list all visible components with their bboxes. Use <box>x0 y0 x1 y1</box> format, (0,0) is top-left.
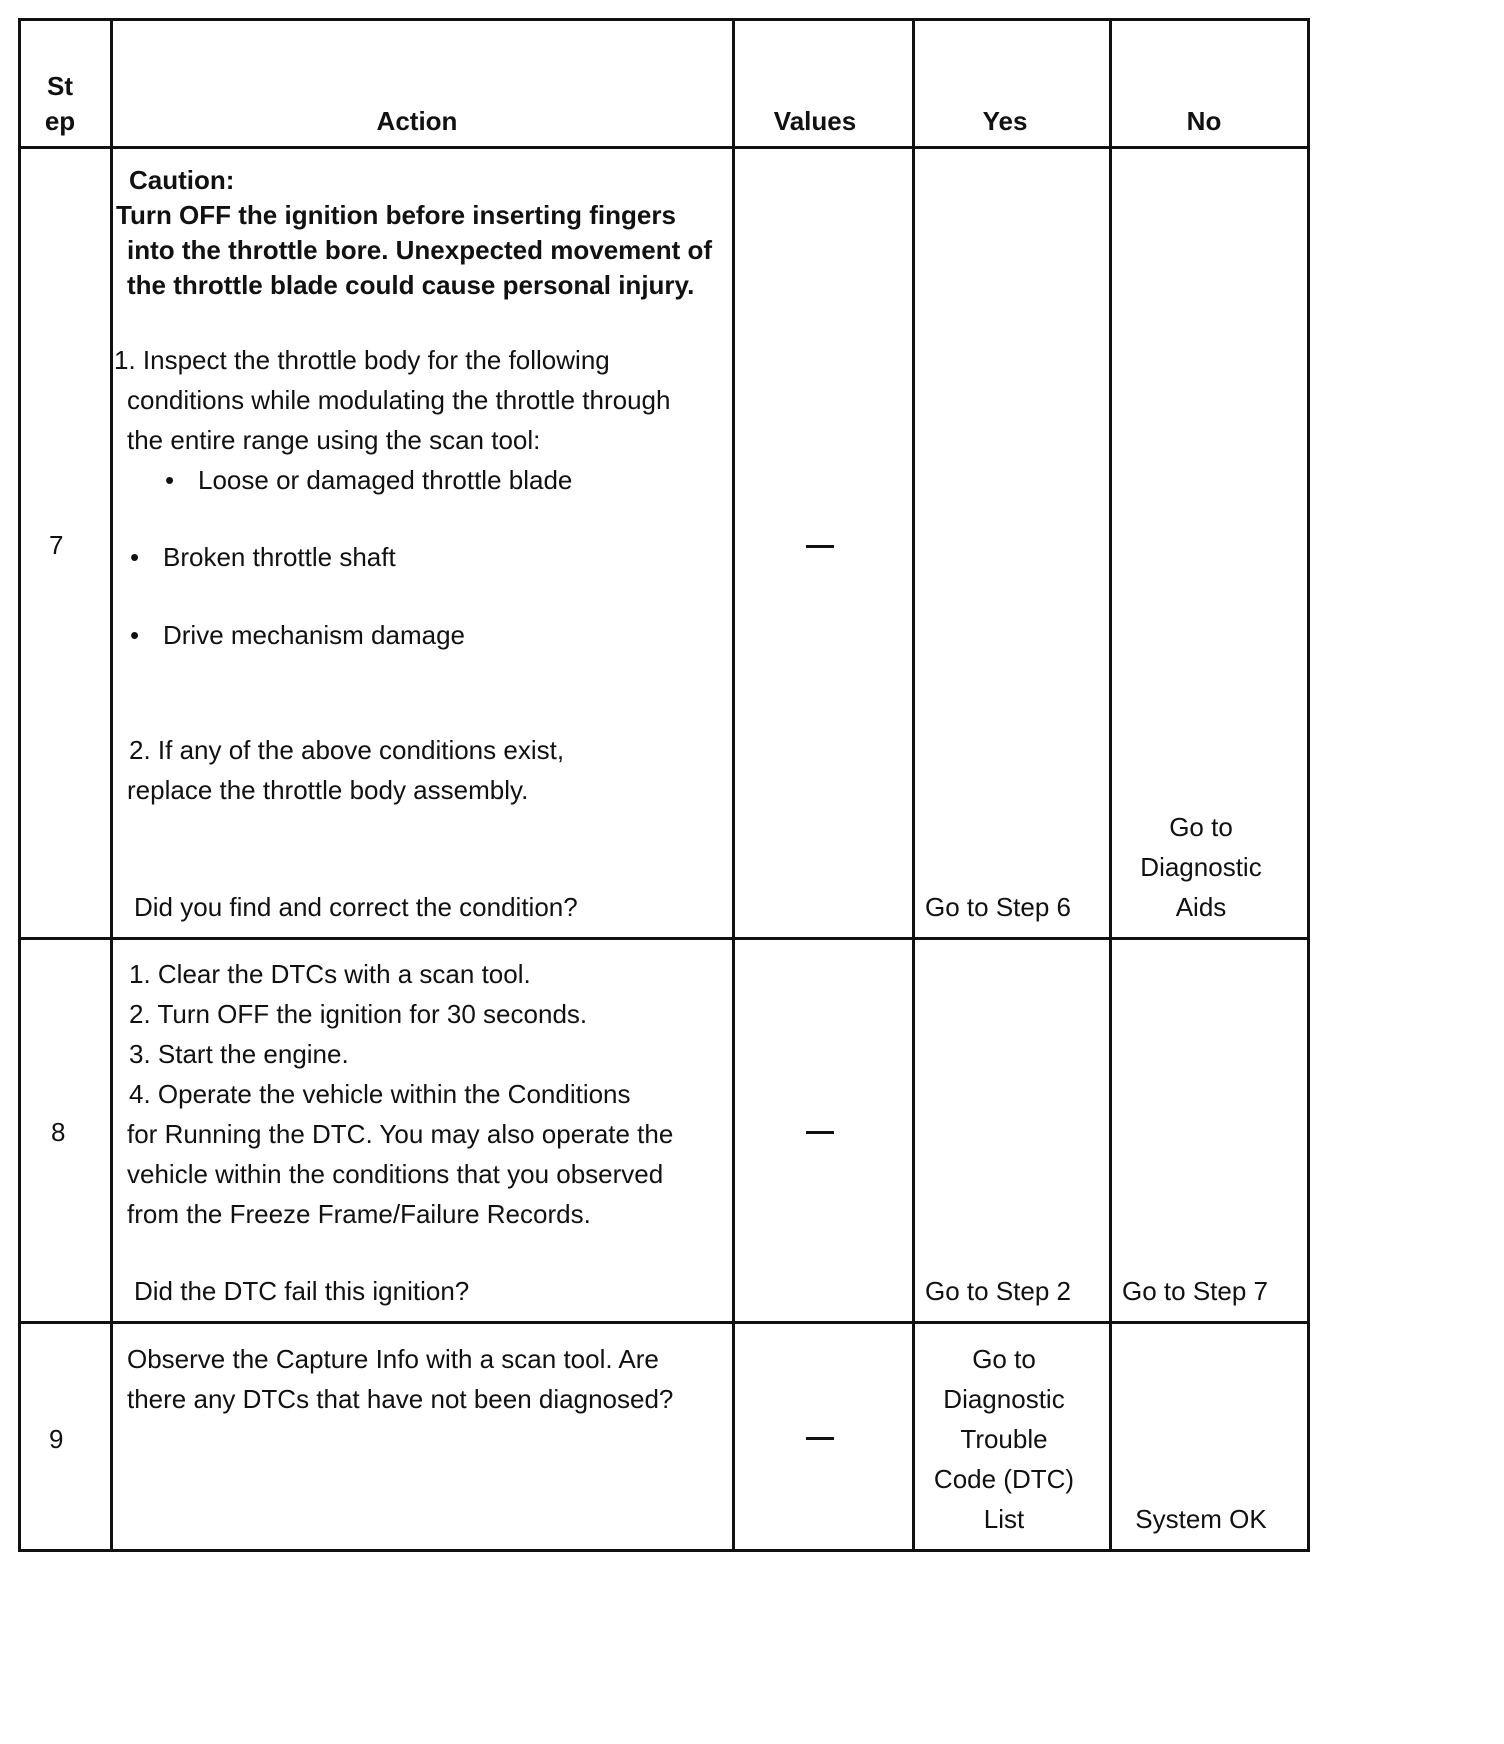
step9-line1: Observe the Capture Info with a scan tool. Are <box>127 1344 659 1374</box>
header-step-line2: ep <box>44 106 76 136</box>
header-step-line1: St <box>47 71 73 101</box>
header-yes: Yes <box>982 106 1028 136</box>
col-divider-action-values <box>732 18 735 1552</box>
table-border-right <box>1307 18 1310 1552</box>
bullet-marker: • <box>130 620 140 650</box>
step7-no-line1[interactable]: Go to <box>1169 812 1233 842</box>
header-no: No <box>1186 106 1222 136</box>
bullet-marker: • <box>130 542 140 572</box>
row-divider-8-9 <box>20 1321 1310 1324</box>
step9-yes-line1[interactable]: Go to <box>972 1344 1036 1374</box>
step8-value-dash <box>806 1131 834 1134</box>
bullet-item: Loose or damaged throttle blade <box>198 465 573 495</box>
header-divider <box>20 146 1310 149</box>
step9-line2: there any DTCs that have not been diagnosed? <box>127 1384 674 1414</box>
step7-item2-line1: 2. If any of the above conditions exist, <box>129 735 565 765</box>
step8-yes[interactable]: Go to Step 2 <box>925 1276 1071 1306</box>
step9-value-dash <box>806 1437 834 1440</box>
header-values: Values <box>773 106 857 136</box>
step9-no[interactable]: System OK <box>1135 1504 1267 1534</box>
step-number-9: 9 <box>49 1424 64 1454</box>
step7-yes[interactable]: Go to Step 6 <box>925 892 1071 922</box>
col-divider-values-yes <box>912 18 915 1552</box>
step8-no[interactable]: Go to Step 7 <box>1122 1276 1268 1306</box>
step7-no-line2[interactable]: Diagnostic <box>1140 852 1262 882</box>
step7-item1-line1: 1. Inspect the throttle body for the following <box>114 345 610 375</box>
step8-question: Did the DTC fail this ignition? <box>134 1276 470 1306</box>
caution-title: Caution: <box>129 165 235 195</box>
bullet-item: Broken throttle shaft <box>163 542 396 572</box>
step7-question: Did you find and correct the condition? <box>134 892 578 922</box>
caution-line-3: the throttle blade could cause personal injury. <box>127 270 695 300</box>
step9-yes-line5[interactable]: List <box>983 1504 1025 1534</box>
step8-line3: 3. Start the engine. <box>129 1039 349 1069</box>
step7-value-dash <box>806 545 834 548</box>
step7-item1-line3: the entire range using the scan tool: <box>127 425 541 455</box>
step8-line7: from the Freeze Frame/Failure Records. <box>127 1199 591 1229</box>
step8-line4: 4. Operate the vehicle within the Conditions <box>129 1079 631 1109</box>
table-border-left <box>18 18 21 1552</box>
bullet-marker: • <box>165 465 175 495</box>
table-border-bottom <box>20 1549 1310 1552</box>
col-divider-yes-no <box>1109 18 1112 1552</box>
step-number-7: 7 <box>49 530 64 560</box>
step8-line1: 1. Clear the DTCs with a scan tool. <box>129 959 531 989</box>
step8-line6: vehicle within the conditions that you observed <box>127 1159 664 1189</box>
step8-line5: for Running the DTC. You may also operate the <box>127 1119 674 1149</box>
step7-no-line3[interactable]: Aids <box>1175 892 1227 922</box>
col-divider-step-action <box>110 18 113 1552</box>
caution-line-2: into the throttle bore. Unexpected movement of <box>127 235 713 265</box>
header-action: Action <box>376 106 458 136</box>
step7-item1-line2: conditions while modulating the throttle through <box>127 385 671 415</box>
table-border-top <box>20 18 1310 21</box>
step9-yes-line3[interactable]: Trouble <box>960 1424 1048 1454</box>
step7-item2-line2: replace the throttle body assembly. <box>127 775 529 805</box>
step-number-8: 8 <box>51 1117 66 1147</box>
step9-yes-line2[interactable]: Diagnostic <box>943 1384 1065 1414</box>
bullet-item: Drive mechanism damage <box>163 620 466 650</box>
caution-line-1: Turn OFF the ignition before inserting fingers <box>116 200 676 230</box>
step9-yes-line4[interactable]: Code (DTC) <box>933 1464 1075 1494</box>
row-divider-7-8 <box>20 937 1310 940</box>
step8-line2: 2. Turn OFF the ignition for 30 seconds. <box>129 999 588 1029</box>
